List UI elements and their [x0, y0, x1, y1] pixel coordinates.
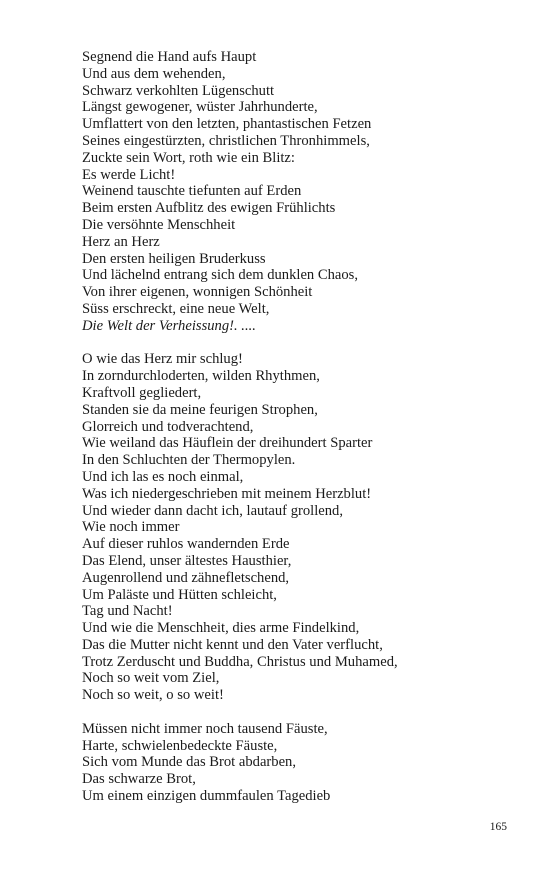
- poem-line: Schwarz verkohlten Lügenschutt: [82, 82, 275, 99]
- poem-line: Trotz Zerduscht und Buddha, Christus und Muhamed,: [82, 653, 398, 670]
- poem-line: Das schwarze Brot,: [82, 771, 196, 788]
- stanza: [82, 721, 522, 805]
- poem-line: Das die Mutter nicht kennt und den Vater verflucht,: [82, 636, 383, 653]
- poem-line: Weinend tauschte tiefunten auf Erden: [82, 183, 302, 200]
- poem-line: Beim ersten Aufblitz des ewigen Frühlichts: [82, 200, 336, 217]
- poem-line: Glorreich und todverachtend,: [82, 418, 254, 435]
- poem-line: Was ich niedergeschrieben mit meinem Herzblut!: [82, 485, 372, 502]
- poem-line: Kraftvoll gegliedert,: [82, 384, 202, 401]
- poem-line: Den ersten heiligen Bruderkuss: [82, 250, 266, 267]
- poem-line: Noch so weit, o so weit!: [82, 687, 224, 704]
- page-number: 165: [489, 821, 507, 833]
- poem-line: Auf dieser ruhlos wandernden Erde: [82, 536, 290, 553]
- poem-line: Die Welt der Verheissung!. ....: [82, 317, 256, 334]
- poem-line: Zuckte sein Wort, roth wie ein Blitz:: [82, 149, 295, 166]
- poem-line: Das Elend, unser ältestes Hausthier,: [82, 552, 292, 569]
- poem-line: Und wieder dann dacht ich, lautauf grollend,: [82, 502, 343, 519]
- poem-body: [82, 49, 522, 822]
- poem-line: Herz an Herz: [82, 233, 160, 250]
- poem-line: Augenrollend und zähnefletschend,: [82, 569, 290, 586]
- poem-line: Müssen nicht immer noch tausend Fäuste,: [82, 720, 328, 737]
- poem-line: O wie das Herz mir schlug!: [82, 351, 243, 368]
- poem-line: Es werde Licht!: [82, 166, 176, 183]
- poem-line: Umflattert von den letzten, phantastischen Fetzen: [82, 116, 372, 133]
- poem-line: Längst gewogener, wüster Jahrhunderte,: [82, 99, 318, 116]
- poem-line: Von ihrer eigenen, wonnigen Schönheit: [82, 284, 313, 301]
- poem-line: Süss erschreckt, eine neue Welt,: [82, 300, 270, 317]
- poem-line: Noch so weit vom Ziel,: [82, 670, 220, 687]
- poem-line: In zorndurchloderten, wilden Rhythmen,: [82, 368, 320, 385]
- poem-line: Und aus dem wehenden,: [82, 65, 226, 82]
- poem-line: Die versöhnte Menschheit: [82, 216, 236, 233]
- poem-line: In den Schluchten der Thermopylen.: [82, 452, 296, 469]
- stanza: [82, 351, 522, 704]
- poem-line: Tag und Nacht!: [82, 603, 173, 620]
- poem-line: Und wie die Menschheit, dies arme Findelkind,: [82, 620, 360, 637]
- poem-line: Um einem einzigen dummfaulen Tagedieb: [82, 788, 331, 805]
- poem-line: Um Paläste und Hütten schleicht,: [82, 586, 277, 603]
- poem-line: Wie weiland das Häuflein der dreihundert Sparter: [82, 435, 373, 452]
- poem-line: Und ich las es noch einmal,: [82, 468, 244, 485]
- stanza: [82, 49, 522, 335]
- poem-line: Seines eingestürzten, christlichen Thronhimmels,: [82, 132, 370, 149]
- poem-line: Harte, schwielenbedeckte Fäuste,: [82, 737, 278, 754]
- poem-line: Segnend die Hand aufs Haupt: [82, 49, 257, 65]
- poem-line: Sich vom Munde das Brot abdarben,: [82, 754, 297, 771]
- poem-line: Und lächelnd entrang sich dem dunklen Chaos,: [82, 267, 358, 284]
- poem-line: Wie noch immer: [82, 519, 180, 536]
- poem-line: Standen sie da meine feurigen Strophen,: [82, 401, 318, 418]
